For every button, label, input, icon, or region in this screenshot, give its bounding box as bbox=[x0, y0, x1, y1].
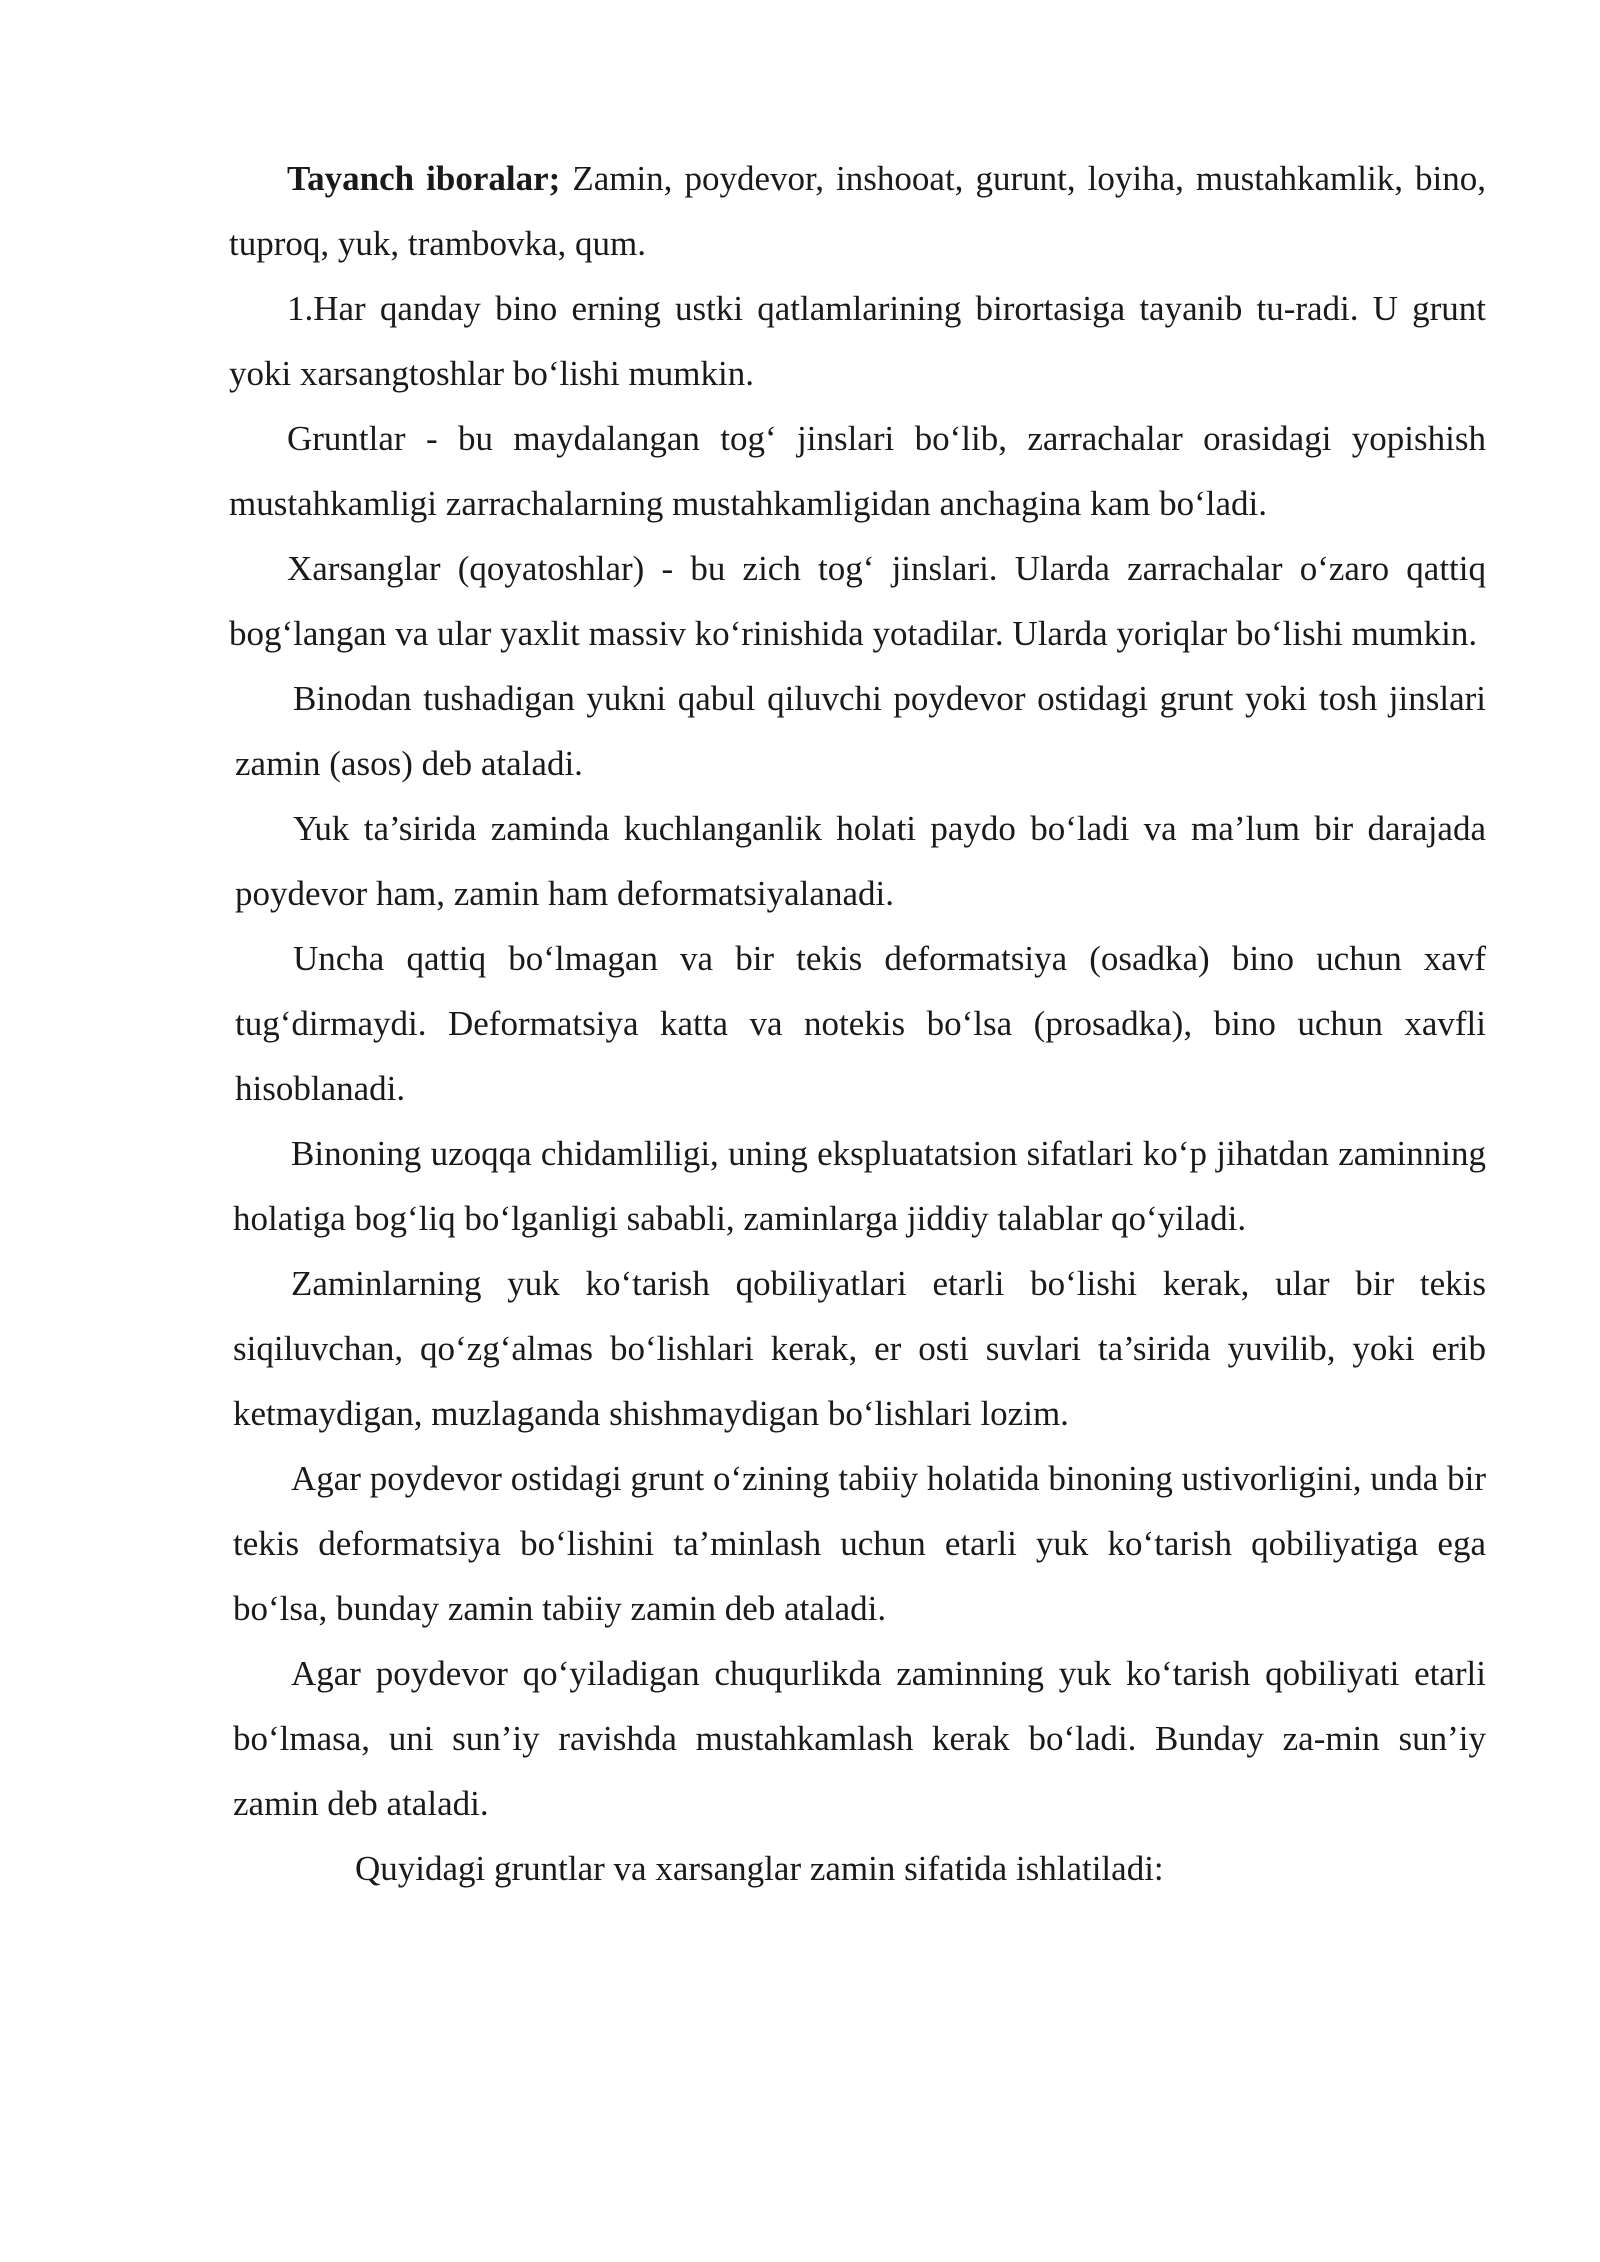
paragraph-9: Agar poydevor ostidagi grunt o‘zining tabiiy holatida binoning ustivorligini, unda bir tekis deformatsiya bo‘lishini ta’minlash uchun etarli yuk ko‘tarish qobiliyatiga ega bo‘lsa, bunday zamin tabiiy zamin deb ataladi. bbox=[233, 1459, 1486, 1628]
closing-line: Quyidagi gruntlar va xarsanglar zamin sifatida ishlatiladi: bbox=[355, 1849, 1164, 1888]
keywords-paragraph bbox=[229, 146, 1486, 276]
keywords-text: Zamin, poydevor, inshooat, gurunt, loyiha, mustahkamlik, bino, tuproq, yuk, trambovka, qum. bbox=[229, 159, 1486, 263]
paragraph-10: Agar poydevor qo‘yiladigan chuqurlikda zaminning yuk ko‘tarish qobiliyati etarli bo‘lmasa, uni sun’iy ravishda mustahkamlash kerak bo‘ladi. Bunday za-min sun’iy zamin deb ataladi. bbox=[233, 1654, 1486, 1823]
document-page bbox=[229, 146, 1486, 1901]
paragraph-6: Uncha qattiq bo‘lmagan va bir tekis deformatsiya (osadka) bino uchun xavf tug‘dirmaydi. Deformatsiya katta va notekis bo‘lsa (prosadka), bino uchun xavfli hisoblanadi. bbox=[235, 939, 1486, 1108]
paragraph-1: 1.Har qanday bino erning ustki qatlamlarining birortasiga tayanib tu-radi. U grunt yoki xarsangtoshlar bo‘lishi mumkin. bbox=[229, 289, 1486, 393]
paragraph-5: Yuk ta’sirida zaminda kuchlanganlik holati paydo bo‘ladi va ma’lum bir darajada poydevor ham, zamin ham deformatsiyalanadi. bbox=[235, 809, 1486, 913]
keywords-label: Tayanch iboralar; bbox=[287, 159, 561, 198]
paragraph-7: Binoning uzoqqa chidamliligi, uning ekspluatatsion sifatlari ko‘p jihatdan zaminning holatiga bog‘liq bo‘lganligi sababli, zaminlarga jiddiy talablar qo‘yiladi. bbox=[233, 1134, 1486, 1238]
paragraph-4: Binodan tushadigan yukni qabul qiluvchi poydevor ostidagi grunt yoki tosh jinslari zamin (asos) deb ataladi. bbox=[235, 679, 1486, 783]
paragraph-8: Zaminlarning yuk ko‘tarish qobiliyatlari etarli bo‘lishi kerak, ular bir tekis siqiluvchan, qo‘zg‘almas bo‘lishlari kerak, er osti suvlari ta’sirida yuvilib, yoki erib ketmaydigan, muzlaganda shishmaydigan bo‘lishlari lozim. bbox=[233, 1264, 1486, 1433]
paragraph-3: Xarsanglar (qoyatoshlar) - bu zich tog‘ jinslari. Ularda zarrachalar o‘zaro qattiq bog‘langan va ular yaxlit massiv ko‘rinishida yotadilar. Ularda yoriqlar bo‘lishi mumkin. bbox=[229, 549, 1486, 653]
paragraph-2: Gruntlar - bu maydalangan tog‘ jinslari bo‘lib, zarrachalar orasidagi yopishish mustahkamligi zarrachalarning mustahkamligidan anchagina kam bo‘ladi. bbox=[229, 419, 1486, 523]
